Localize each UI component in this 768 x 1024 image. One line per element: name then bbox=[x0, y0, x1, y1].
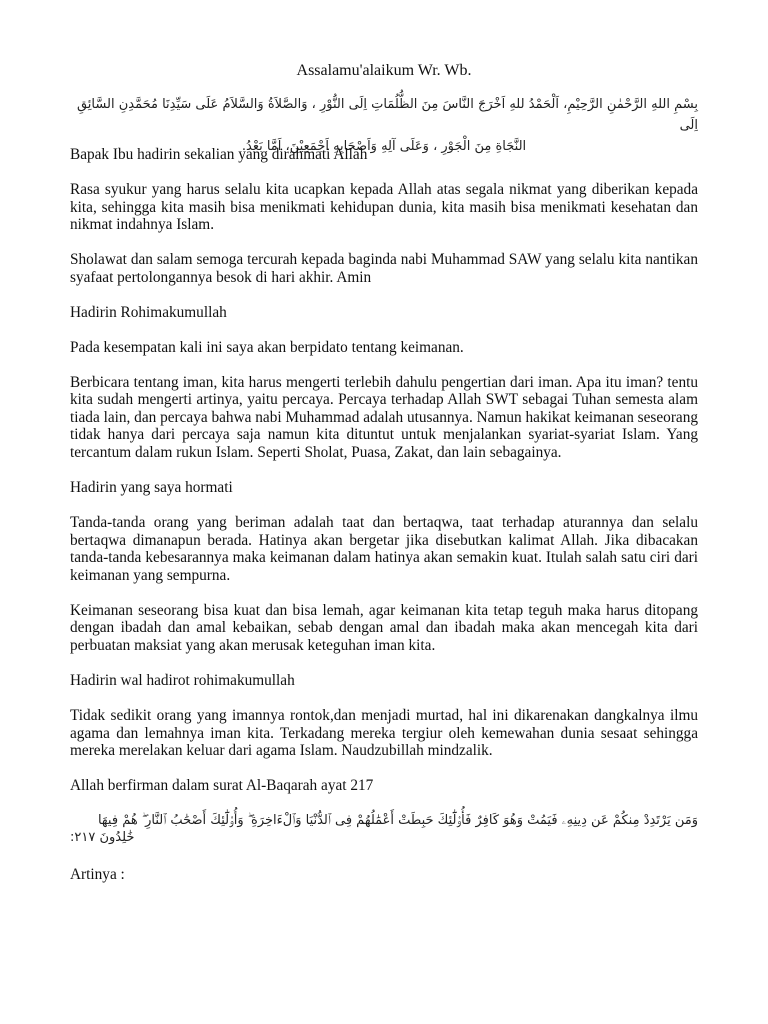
paragraph-signs-of-faith: Tanda-tanda orang yang beriman adalah taat dan bertaqwa, taat terhadap aturannya dan selalu bertaqwa dimanapun berada. Hatinya akan bergetar jika disebutkan kalimat Allah. Jika dibacakan tanda-tanda kebesarannya maka keimanan dalam hatinya akan semakin kuat. Itulah salah satu ciri dari keimanan yang sempurna. bbox=[70, 514, 698, 584]
paragraph-sholawat: Sholawat dan salam semoga tercurah kepada baginda nabi Muhammad SAW yang selalu kita nantikan syafaat pertolongannya besok di hari akhir. Amin bbox=[70, 251, 698, 286]
verse-introduction: Allah berfirman dalam surat Al-Baqarah ayat 217 bbox=[70, 777, 374, 795]
paragraph-apostasy: Tidak sedikit orang yang imannya rontok,dan menjadi murtad, hal ini dikarenakan dangkalnya ilmu agama dan lemahnya iman kita. Terkadang mereka tergiur oleh kemewahan dunia sesaat sehingga mereka merelakan keluar dari agama Islam. Naudzubillah mindzalik. bbox=[70, 706, 698, 760]
quran-verse-line-2: خَٰلِدُونَ ٢١٧: bbox=[70, 830, 135, 846]
arabic-opening-line-2: النَّجَاةِ مِنَ الْجَوْرِ ، وَعَلَى آلِهِ وَاَصْحَابِهِ اَجْمَعِيْنَ، اَمَّا بَعْدُ. bbox=[241, 139, 527, 154]
address-bapak-ibu: Bapak Ibu hadirin sekalian yang dirahmati Allah bbox=[70, 146, 368, 163]
paragraph-definition-iman: Berbicara tentang iman, kita harus mengerti terlebih dahulu pengertian dari iman. Apa itu iman? tentu kita sudah mengerti artinya, yaitu percaya. Percaya terhadap Allah SWT sebagai Tuhan semesta alam tiada lain, dan percaya bahwa nabi Muhammad adalah utusannya. Namun hakikat keimanan seseorang tidak hanya dari percaya saja namun kita dituntut untuk menjalankan syariat-syariat Islam. Yang tercantum dalam rukun Islam. Seperti Sholat, Puasa, Zakat, dan lain sebagainya. bbox=[70, 373, 698, 462]
quran-verse bbox=[70, 812, 698, 846]
paragraph-gratitude: Rasa syukur yang harus selalu kita ucapkan kepada Allah atas segala nikmat yang diberikan kepada kita, sehingga kita masih bisa menikmati kehidupan dunia, kita masih bisa menikmati kesehatan dan nikmat indahnya Islam. bbox=[70, 180, 698, 234]
quran-verse-line-1: وَمَن يَرْتَدِدْ مِنكُمْ عَن دِينِهِۦ فَيَمُتْ وَهُوَ كَافِرٌ فَأُو۟لَٰٓئِكَ حَبِطَتْ أَعْمَٰلُهُمْ فِى ٱلدُّنْيَا وَٱلْءَاخِرَةِ ۖ وَأُو۟لَٰٓئِكَ أَصْحَٰبُ ٱلنَّارِ ۖ هُمْ فِيهَا bbox=[97, 813, 698, 829]
paragraph-topic: Pada kesempatan kali ini saya akan berpidato tentang keimanan. bbox=[70, 338, 464, 356]
address-wal-hadirot: Hadirin wal hadirot rohimakumullah bbox=[70, 671, 295, 689]
greeting: Assalamu'alaikum Wr. Wb. bbox=[296, 62, 472, 79]
translation-label: Artinya : bbox=[70, 866, 125, 884]
speech-body bbox=[70, 146, 698, 901]
address-rohimakumullah: Hadirin Rohimakumullah bbox=[70, 303, 227, 321]
address-hormati: Hadirin yang saya hormati bbox=[70, 479, 233, 497]
paragraph-faith-strength: Keimanan seseorang bisa kuat dan bisa lemah, agar keimanan kita tetap teguh maka harus ditopang dengan ibadah dan amal kebaikan, sebab dengan amal dan ibadah maka akan mencegah kita dari perbuatan maksiat yang akan merusak keteguhan iman kita. bbox=[70, 601, 698, 654]
arabic-opening-line-1: بِسْمِ اللهِ الرَّحْمٰنِ الرَّحِيْمِ، اَلْحَمْدُ للهِ اَخْرَجَ النَّاسَ مِنَ الظُّلُمَاتِ اِلَى النُّوْرِ ، وَالصَّلاَةُ وَالسَّلاَمُ عَلَى سَيِّدِنَا مُحَمَّدِنِ السَّائِقِ اِلَى bbox=[76, 97, 698, 133]
